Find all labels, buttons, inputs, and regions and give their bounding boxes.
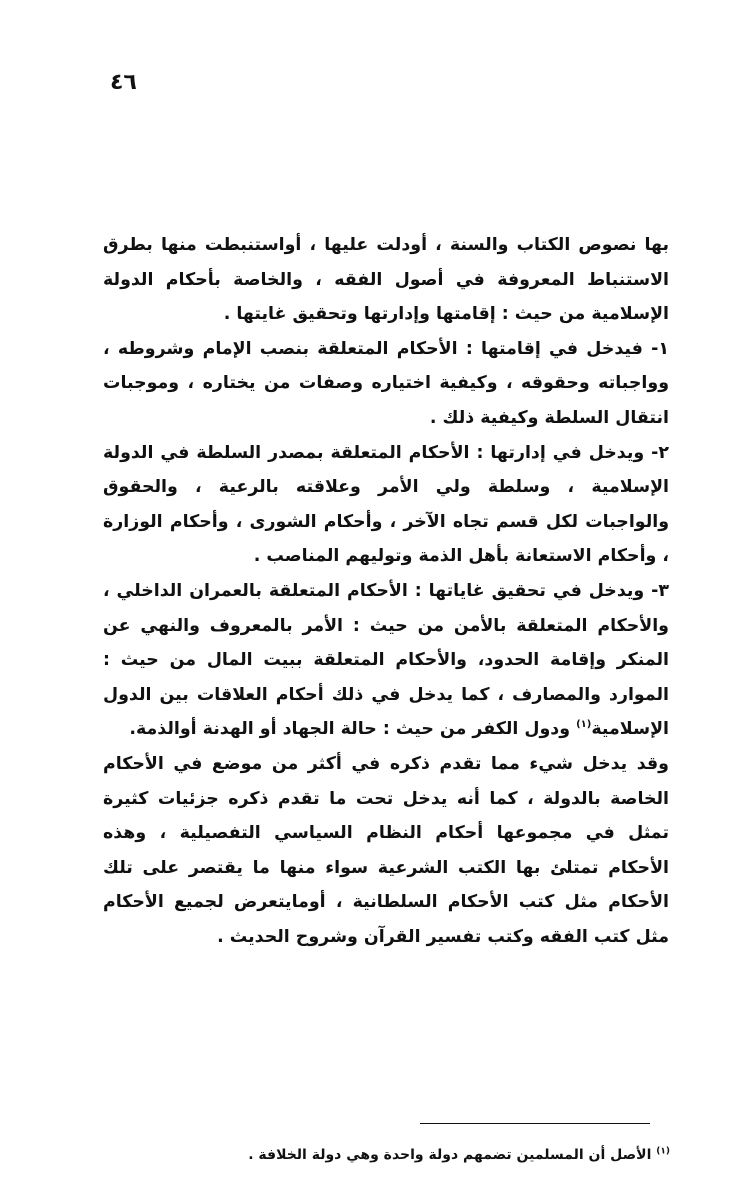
paragraph-item-1: ١- فيدخل في إقامتها : الأحكام المتعلقة بنصب الإمام وشروطه ، وواجباته وحقوقه ، وكيفية اختياره وصفات من يختاره ، وموجبات انتقال السلطة وكيفية ذلك . [103,338,669,428]
page-number: ٤٦ [110,70,137,95]
paragraph-item-3 [103,574,669,747]
paragraph-intro: بها نصوص الكتاب والسنة ، أودلت عليها ، أواستنبطت منها بطرق الاستنباط المعروفة في أصول الفقه ، والخاصة بأحكام الدولة الإسلامية من حيث : إقامتها وإدارتها وتحقيق غايتها . [103,235,669,325]
footnote-divider [420,1123,650,1124]
body-text [103,228,669,954]
paragraph-item-3-tail: ودول الكفر من حيث : حالة الجهاد أو الهدنة أوالذمة. [129,719,571,740]
paragraph-item-2: ٢- ويدخل في إدارتها : الأحكام المتعلقة بمصدر السلطة في الدولة الإسلامية ، وسلطة ولي الأمر وعلاقته بالرعية ، والحقوق والواجبات لكل قسم تجاه الآخر ، وأحكام الشورى ، وأحكام الوزارة ، وأحكام الاستعانة بأهل الذمة وتوليهم المناصب . [103,442,669,567]
footnote [180,1143,670,1167]
footnote-marker: (١) [656,1146,670,1157]
footnote-text: الأصل أن المسلمين تضمهم دولة واحدة وهي دولة الخلافة . [248,1147,652,1163]
paragraph-item-3-text: ٣- ويدخل في تحقيق غاياتها : الأحكام المتعلقة بالعمران الداخلي ، والأحكام المتعلقة بالأمن من حيث : الأمر بالمعروف والنهي عن المنكر وإقامة الحدود، والأحكام المتعلقة ببيت المال من حيث : الموارد والمصارف ، كما يدخل في ذلك أحكام العلاقات بين الدول الإسلامية [103,580,669,740]
paragraph-closing: وقد يدخل شيء مما تقدم ذكره في أكثر من موضع في الأحكام الخاصة بالدولة ، كما أنه يدخل تحت ما تقدم ذكره جزئيات كثيرة تمثل في مجموعها أحكام النظام السياسي التفصيلية ، وهذه الأحكام تمتلئ بها الكتب الشرعية سواء منها ما يقتصر على تلك الأحكام مثل كتب الأحكام السلطانية ، أومايتعرض لجميع الأحكام مثل كتب الفقه وكتب تفسير القرآن وشروح الحديث . [103,753,669,947]
footnote-reference: (١) [576,719,592,731]
